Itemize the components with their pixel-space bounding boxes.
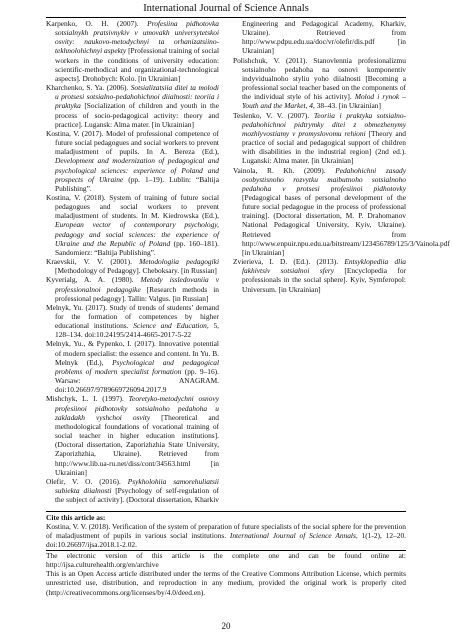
reference-title: European vector of contemporary psychology, pedagogy and social sciences: the experience of Ukraine and the Republic of Poland — [55, 220, 219, 248]
reference-text: Melnyk, Yu., & Pypenko, I. (2017). Innovative potential of modern specialist: the essence and content. In Yu. B. Melnyk (Ed.), — [46, 339, 219, 367]
reference-details: , 38–43. [in Ukrainian] — [312, 101, 381, 111]
reference-item — [233, 111, 406, 166]
reference-item — [46, 275, 219, 302]
reference-item — [233, 257, 406, 294]
reference-item — [46, 129, 219, 193]
reference-title: Teoriia i praktyka sotsialno-pedahohichnoi pidtrymky ditei z obmezhenymy mozhlyvostiamy v promyslovomu rehioni — [242, 110, 406, 138]
reference-details: [Encyclopedia for professionals in the social sphere]. Kyiv, Symferopol: Universum. [in Ukrainian] — [242, 266, 406, 294]
reference-text: Kostina, V. (2017). Model of professional competence of future social pedagogues and social workers to prevent maladjustment of pupils. In A. Bereza (Ed.), — [46, 128, 219, 157]
header-rule — [46, 17, 406, 18]
reference-title: Pedahohichni zasady osobystisnoho rozvytku maibutnoho sotsialnoho pedahoha v protsesi profesiinoi pidhotovky — [242, 165, 406, 193]
reference-text: Karpenko, O. H. (2007). — [46, 19, 148, 28]
citation-body: Kostina, V. V. (2018). Verification of the system of preparation of future specialists of the social sphere for the prevention of maladjustment of pupils in various social institutions. — [46, 522, 406, 541]
reference-details: (pp. 160–181). Sandomierz: “Baltija Publishing”. — [55, 238, 219, 257]
reference-details: (pp. 1–19). Lublin: “Baltija Publishing”. — [55, 174, 219, 193]
reference-item — [46, 193, 219, 257]
reference-title: Entsyklopediia dlia fakhivtsiv sotsialnoi sfery — [242, 257, 406, 276]
citation-text — [46, 522, 406, 549]
reference-item — [46, 303, 219, 340]
reference-text: Olefir, V. O. (2016). — [46, 476, 128, 486]
reference-text: Polishchuk, V. (2011). Stanovlennia profesionalizmu sotsialnoho pedahoha na osnovi komponentiv indyvidualnoho styliu yoho diialnosti [Becoming a professional social teacher based on the components of the individual style of his activity]. — [233, 55, 406, 102]
reference-text: Kostina, V. (2018). System of training of future social pedagogues and social workers to prevent maladjustment of students. In M. Kiedrowska (Ed.), — [46, 192, 219, 221]
reference-item — [46, 83, 219, 129]
reference-item — [46, 394, 219, 476]
reference-details: [Pedagogical bases of personal development of the future social pedagogue in the process of professional training]. (Doctoral dissertation, M. P. Drahomanov National Pedagogical University, Kyiv, Ukraine). Retrieved from http://www.enpuir.npu.edu.ua/bitstream/123456789/125/3/Vainola.pdf [in Ukrainian] — [242, 192, 450, 257]
reference-text: Kyverialg, A. A. (1980). — [46, 275, 141, 285]
reference-details: (pp. 9–16). Warsaw: ANAGRAM. doi:10.26697/9789669726094.2017.9 — [55, 366, 219, 395]
reference-text: Kharchenko, S. Ya. (2006). — [46, 83, 131, 93]
reference-details: [Research methods in professional pedagogy]. Tallin: Valgus. [in Russian] — [55, 284, 219, 303]
reference-title: Development and modernization of pedagogical and psychological sciences: experience of Poland and prospects of Ukraine — [55, 156, 219, 184]
license-block — [46, 551, 406, 597]
reference-title: Psychological and pedagogical problems of modern specialist formation — [55, 357, 220, 376]
reference-text: Zvierieva, I. D. (Ed.). (2013). — [233, 257, 345, 267]
reference-item — [233, 165, 450, 258]
reference-details: [Theory and practice of social and pedagogical support of children with disabilities in the industrial region] (2nd ed.). Luganski: Alma mater. [in Ukrainian] — [242, 128, 406, 166]
reference-details: [Psychology of self-regulation of the subject of activity]. (Doctoral dissertation, Kharkiv Engineering and Pedagogical Academy, Kharkiv, Ukraine). Retrieved from http://www.pdpu.edu.ua/doc/vr/olefir/dis.pdf [in Ukrainian] — [55, 19, 406, 505]
citation-journal: International Journal of Science Annals, — [229, 531, 358, 541]
reference-item — [46, 339, 219, 394]
reference-title: Metodologiia pedagogiki — [139, 257, 220, 267]
reference-title: Science and Education, — [133, 321, 209, 331]
reference-details: [Methodology of Pedagogy]. Cheboksary. [in Russian] — [55, 266, 217, 276]
reference-text: Teslenko, V. V. (2007). — [233, 110, 314, 120]
license-note: This is an Open Access article distributed under the terms of the Creative Commons Attribution License, which permits unrestricted use, distribution, and reproduction in any medium, provided the original work is properly cited (http://creativecommons.org/licenses/by/4.0/deed.en). — [46, 569, 406, 597]
journal-title: International Journal of Science Annals — [143, 3, 309, 14]
reference-title: Sotsializatsiia ditei ta molodi u protsesi sotsialno-pedahohichnoi diialnosti: teoriia i praktyka — [55, 83, 219, 111]
reference-list — [46, 19, 450, 507]
reference-title: Teoretyko-metodychni osnovy profesiinoi pidhotovky sotsialnoho pedahoha u zakladakh vyshchoi osvity — [55, 394, 219, 422]
reference-details: [Socialization of children and youth in the process of socio-pedagogical activity: theory and practice]. Lugansk: Alma mater. [in Ukrainian] — [55, 101, 219, 129]
reference-title: Molod i rynok – Youth and the Market, 4 — [242, 92, 406, 111]
reference-item — [46, 257, 219, 275]
page-number: 20 — [221, 621, 231, 631]
reference-item — [233, 56, 406, 111]
reference-title: Psykholohiia samorehuliatsii subiekta diialnosti — [55, 476, 219, 495]
reference-item — [46, 19, 219, 83]
reference-text: Mishchyk, L. I. (1997). — [46, 394, 129, 404]
reference-text: Melnyk, Yu. (2017). Study of trends of students’ demand for the formation of competences by higher educational institutions. — [46, 302, 219, 331]
reference-title: Profesiina pidhotovka sotsialnykh pratsivnykiv v umovakh universytetskoi osvity: naukovo-metodychnyi ta orhanizatsiino-tekhnolohichnyi aspekty — [55, 19, 219, 56]
reference-text: Vainola, R. Kh. (2009). — [233, 165, 336, 175]
reference-title: Metody issledovaniia v professionalnoi pedagogike — [55, 275, 219, 294]
reference-details: [Professional training of social workers in the conditions of university education: scientific-methodical and organizational-technological aspects]. Drohobych: Kolo. [in Ukrainian] — [55, 46, 219, 83]
online-version-note: The electronic version of this article is the complete one and can be found online at: http://ijsa.culturehealth.org/en/archive — [46, 551, 406, 570]
citation-heading: Cite this article as: — [46, 513, 106, 522]
reference-text: Kraevskii, V. V. (2001). — [46, 257, 140, 267]
citation-block — [46, 513, 406, 550]
citation-rule — [46, 511, 406, 512]
citation-details: 1(1-2), 12–20. doi:10.26697/ijsa.2018.1-2.02. — [46, 531, 406, 550]
reference-details: 5, 128–134. doi:10.24195/2414-4665-2017-5-22 — [55, 321, 220, 340]
reference-details: [Theoretical and methodological foundations of vocational training of social teacher in higher education institutions]. (Doctoral dissertation, Zaporizhzhia State University, Zaporizhzhia, Ukraine). Retrieved from http://www.lib.ua-ru.net/diss/cont/34563.html [in Ukrainian] — [55, 412, 219, 477]
